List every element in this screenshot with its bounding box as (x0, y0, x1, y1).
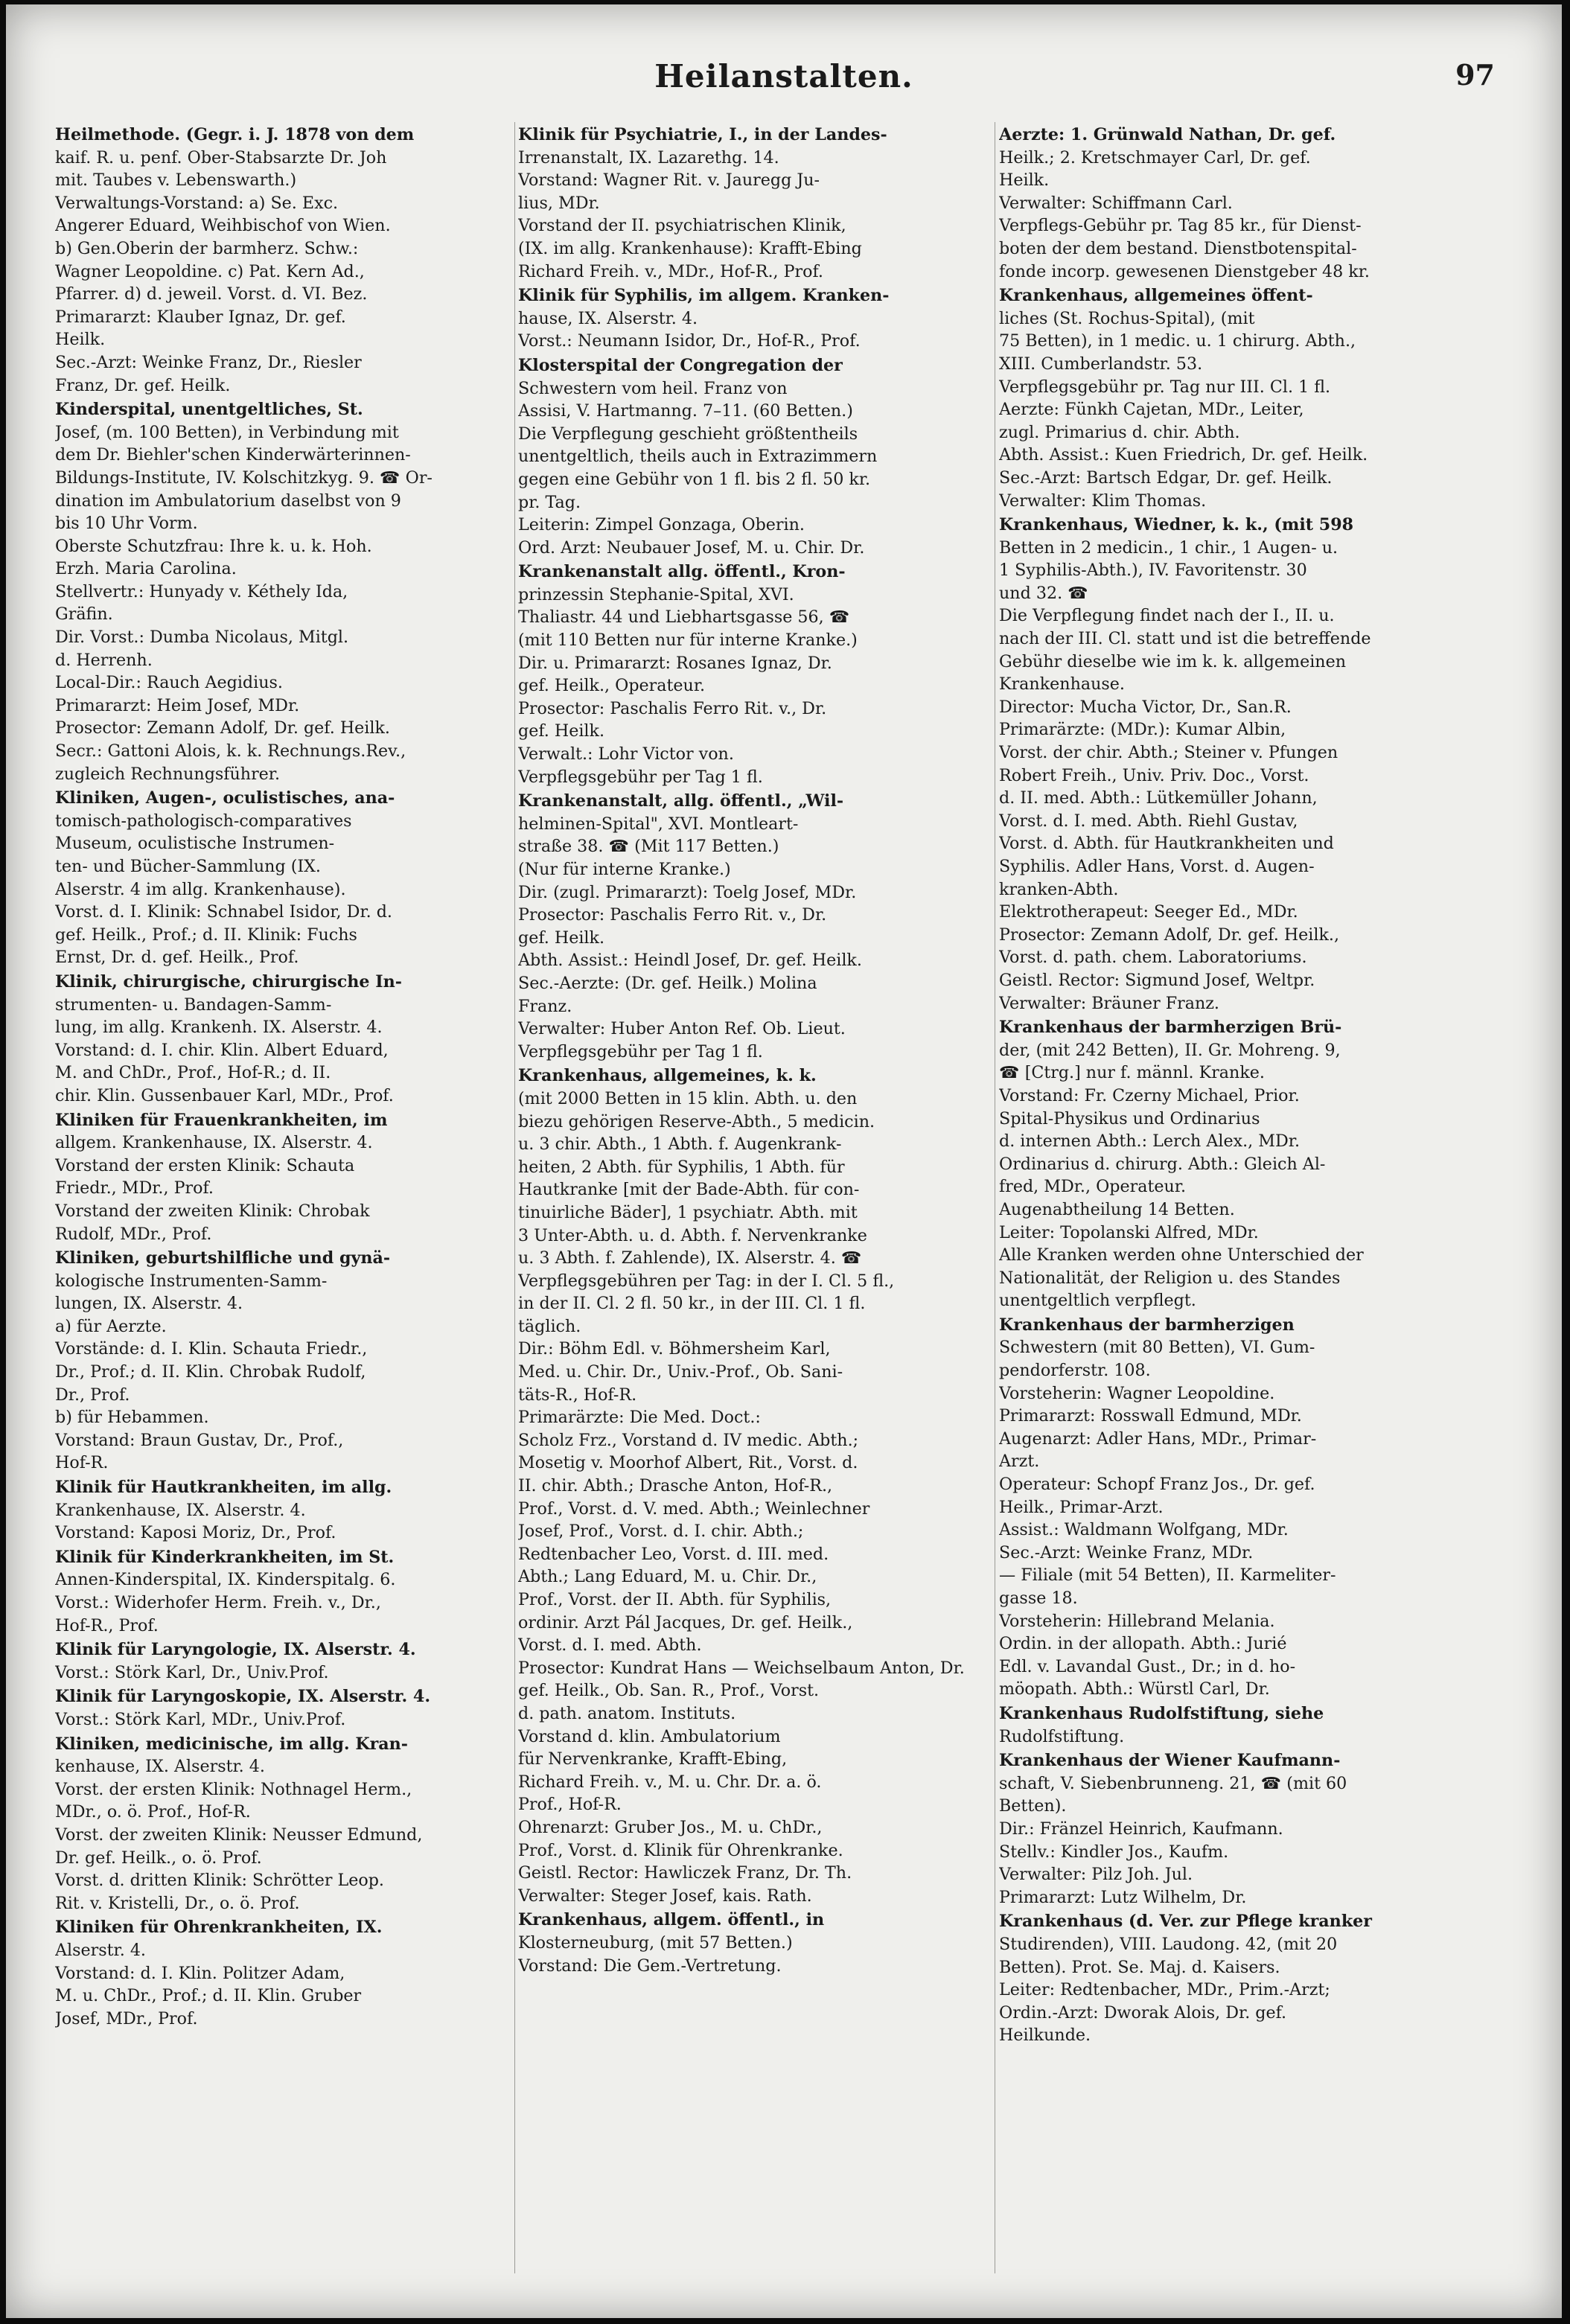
entry-text-line: d. path. anatom. Instituts. (518, 1703, 736, 1723)
entry-text-line: Director: Mucha Victor, Dr., San.R. (999, 697, 1292, 717)
entry-text-line: Stellvertr.: Hunyady v. Kéthely Ida, (55, 581, 348, 601)
entry-text-line: tomisch-pathologisch-comparatives (55, 811, 352, 831)
entry-text-line: Betten in 2 medicin., 1 chir., 1 Augen- u. (999, 537, 1338, 558)
directory-entry (518, 284, 990, 353)
entry-text-line: Vorst. d. I. med. Abth. Riehl Gustav, (999, 811, 1298, 831)
entry-text-line: Stellv.: Kindler Jos., Kaufm. (999, 1842, 1229, 1862)
directory-entry (55, 971, 512, 1108)
entry-text-line: Hof-R. (55, 1453, 109, 1473)
entry-text-line: Assist.: Waldmann Wolfgang, MDr. (999, 1520, 1289, 1540)
entry-text-line: Prosector: Zemann Adolf, Dr. gef. Heilk. (55, 718, 390, 738)
entry-text-line: Rudolfstiftung. (999, 1726, 1125, 1746)
entry-text-line: Dir.: Böhm Edl. v. Böhmersheim Karl, (518, 1339, 831, 1359)
entry-text-line: Alserstr. 4 im allg. Krankenhause). (55, 879, 346, 899)
entry-text-line: Syphilis. Adler Hans, Vorst. d. Augen- (999, 857, 1315, 876)
entry-text-line: Abth. Assist.: Kuen Friedrich, Dr. gef. Heilk. (999, 445, 1368, 465)
entry-text-line: kologische Instrumenten-Samm- (55, 1271, 328, 1291)
entry-text-line: Vorstand: d. I. Klin. Politzer Adam, (55, 1963, 345, 1983)
entry-text-line: Elektrotherapeut: Seeger Ed., MDr. (999, 902, 1298, 922)
entry-text-line: Verwalter: Pilz Joh. Jul. (999, 1865, 1193, 1885)
entry-text-line: ☎ [Ctrg.] nur f. männl. Kranke. (999, 1063, 1265, 1083)
entry-text-line: Geistl. Rector: Hawliczek Franz, Dr. Th. (518, 1863, 852, 1883)
entry-text-line: mit. Taubes v. Lebenswarth.) (55, 170, 297, 191)
entry-heading-line: Krankenhaus Rudolfstiftung, siehe (999, 1703, 1324, 1723)
entry-text-line: Dir.: Fränzel Heinrich, Kaufmann. (999, 1819, 1283, 1839)
entry-heading-line: Krankenanstalt allg. öffentl., Kron- (518, 562, 846, 582)
entry-text-line: d. II. med. Abth.: Lütkemüller Johann, (999, 788, 1318, 808)
entry-text-line: Pfarrer. d) d. jeweil. Vorst. d. VI. Bez. (55, 284, 368, 304)
entry-text-line: pr. Tag. (518, 492, 581, 512)
entry-heading-line: Kliniken, Augen-, oculistisches, ana- (55, 788, 395, 808)
text-column-1 (55, 124, 512, 2288)
entry-text-line: strumenten- u. Bandagen-Samm- (55, 995, 332, 1015)
entry-text-line: Sec.-Arzt: Weinke Franz, Dr., Riesler (55, 352, 362, 372)
entry-text-line: Vorsteherin: Wagner Leopoldine. (999, 1383, 1275, 1403)
entry-text-line: lius, MDr. (518, 193, 600, 213)
entry-heading-line: Krankenhaus, allgemeines, k. k. (518, 1066, 817, 1086)
entry-text-line: Irrenanstalt, IX. Lazarethg. 14. (518, 147, 779, 167)
entry-heading-line: Kliniken, geburtshilfliche und gynä- (55, 1248, 391, 1268)
entry-text-line: für Nervenkranke, Krafft-Ebing, (518, 1749, 788, 1769)
entry-text-line: Verwalter: Bräuner Franz. (999, 993, 1219, 1013)
entry-text-line: Verwalter: Klim Thomas. (999, 491, 1207, 511)
entry-text-line: Prosector: Kundrat Hans — Weichselbaum Anton, Dr. (518, 1658, 965, 1678)
entry-text-line: u. 3 Abth. f. Zahlende), IX. Alserstr. 4. ☎ (518, 1248, 862, 1268)
entry-text-line: (IX. im allg. Krankenhause): Krafft-Ebing (518, 238, 862, 258)
entry-text-line: Annen-Kinderspital, IX. Kinderspitalg. 6. (55, 1570, 396, 1590)
entry-text-line: Ernst, Dr. d. gef. Heilk., Prof. (55, 948, 299, 968)
entry-text-line: Primarärzte: Die Med. Doct.: (518, 1408, 761, 1428)
entry-text-line: Richard Freih. v., MDr., Hof-R., Prof. (518, 261, 823, 281)
entry-text-line: Vorst.: Störk Karl, Dr., Univ.Prof. (55, 1662, 329, 1682)
entry-text-line: helminen-Spital", XVI. Montleart- (518, 814, 799, 834)
entry-text-line: M. u. ChDr., Prof.; d. II. Klin. Gruber (55, 1986, 362, 2006)
entry-text-line: Vorst. der ersten Klinik: Nothnagel Herm., (55, 1779, 412, 1799)
directory-entry (999, 1910, 1471, 2047)
entry-text-line: Verwaltungs-Vorstand: a) Se. Exc. (55, 193, 339, 213)
entry-text-line: 3 Unter-Abth. u. d. Abth. f. Nervenkranke (518, 1225, 867, 1245)
entry-text-line: gef. Heilk. (518, 721, 605, 741)
entry-text-line: Verpflegsgebühren per Tag: in der I. Cl. 5 fl., (518, 1271, 895, 1291)
entry-text-line: möopath. Abth.: Würstl Carl, Dr. (999, 1679, 1270, 1699)
directory-entry (518, 354, 990, 559)
entry-text-line: biezu gehörigen Reserve-Abth., 5 medicin. (518, 1111, 875, 1131)
entry-text-line: Vorstand der zweiten Klinik: Chrobak (55, 1201, 370, 1221)
entry-text-line: fonde incorp. gewesenen Dienstgeber 48 kr. (999, 261, 1370, 281)
directory-entry (55, 1247, 512, 1475)
entry-text-line: zugl. Primarius d. chir. Abth. (999, 422, 1240, 442)
entry-text-line: Heilkunde. (999, 2025, 1091, 2046)
entry-text-line: Heilk., Primar-Arzt. (999, 1497, 1164, 1517)
entry-text-line: Geistl. Rector: Sigmund Josef, Weltpr. (999, 970, 1315, 990)
entry-text-line: Vorst. der chir. Abth.; Steiner v. Pfungen (999, 743, 1338, 763)
directory-entry (518, 1909, 990, 1977)
entry-text-line: fred, MDr., Operateur. (999, 1177, 1187, 1197)
running-title: Heilanstalten. (654, 58, 913, 95)
entry-text-line: Local-Dir.: Rauch Aegidius. (55, 673, 283, 693)
entry-text-line: Rit. v. Kristelli, Dr., o. ö. Prof. (55, 1893, 300, 1913)
entry-text-line: tinuirliche Bäder], 1 psychiatr. Abth. mit (518, 1202, 858, 1222)
entry-heading-line: Krankenhaus der Wiener Kaufmann- (999, 1751, 1341, 1771)
entry-text-line: Vorstand d. klin. Ambulatorium (518, 1726, 781, 1746)
entry-text-line: Bildungs-Institute, IV. Kolschitzkyg. 9. ☎ Or- (55, 467, 433, 488)
entry-text-line: — Filiale (mit 54 Betten), II. Karmeliter- (999, 1565, 1336, 1586)
entry-text-line: Aerzte: Fünkh Cajetan, MDr., Leiter, (999, 400, 1304, 420)
entry-text-line: Verpflegsgebühr pr. Tag nur III. Cl. 1 fl. (999, 377, 1331, 397)
entry-text-line: 75 Betten), in 1 medic. u. 1 chirurg. Abth., (999, 331, 1356, 351)
entry-text-line: zugleich Rechnungsführer. (55, 764, 281, 784)
entry-text-line: Vorstände: d. I. Klin. Schauta Friedr., (55, 1339, 368, 1359)
entry-text-line: M. and ChDr., Prof., Hof-R.; d. II. (55, 1063, 331, 1083)
directory-entry (999, 284, 1471, 512)
book-page (6, 4, 1562, 2318)
entry-heading-line: Kliniken für Frauenkrankheiten, im (55, 1110, 388, 1130)
entry-text-line: Verpflegsgebühr per Tag 1 fl. (518, 767, 763, 787)
directory-entry (55, 1638, 512, 1684)
entry-text-line: Dr. gef. Heilk., o. ö. Prof. (55, 1848, 262, 1868)
entry-heading-line: Klinik für Psychiatrie, I., in der Landes- (518, 125, 887, 144)
entry-text-line: prinzessin Stephanie-Spital, XVI. (518, 584, 794, 604)
entry-text-line: (Nur für interne Kranke.) (518, 860, 731, 879)
directory-entry (518, 1064, 990, 1907)
entry-text-line: Krankenhause. (999, 674, 1125, 695)
entry-text-line: Gräfin. (55, 604, 113, 625)
entry-text-line: Primararzt: Klauber Ignaz, Dr. gef. (55, 307, 346, 327)
entry-text-line: heiten, 2 Abth. für Syphilis, 1 Abth. für (518, 1157, 845, 1177)
entry-text-line: Vorst. d. Abth. für Hautkrankheiten und (999, 834, 1334, 854)
entry-heading-line: Krankenanstalt, allg. öffentl., „Wil- (518, 791, 844, 811)
directory-entry (55, 1916, 512, 2030)
entry-text-line: Hautkranke [mit der Bade-Abth. für con- (518, 1180, 860, 1200)
entry-text-line: Ord. Arzt: Neubauer Josef, M. u. Chir. Dr. (518, 537, 865, 558)
entry-text-line: Operateur: Schopf Franz Jos., Dr. gef. (999, 1475, 1315, 1495)
directory-entry (55, 1685, 512, 1731)
entry-text-line: Redtenbacher Leo, Vorst. d. III. med. (518, 1544, 829, 1564)
entry-text-line: Franz. (518, 996, 572, 1016)
entry-text-line: Josef, MDr., Prof. (55, 2008, 198, 2028)
entry-text-line: (mit 2000 Betten in 15 klin. Abth. u. den (518, 1088, 858, 1108)
entry-text-line: unentgeltlich, theils auch in Extrazimmern (518, 447, 878, 467)
entry-text-line: lungen, IX. Alserstr. 4. (55, 1294, 243, 1314)
entry-text-line: Alle Kranken werden ohne Unterschied der (999, 1245, 1364, 1265)
entry-text-line: gasse 18. (999, 1589, 1078, 1608)
text-column-3 (999, 124, 1471, 2288)
entry-heading-line: Klinik für Laryngoskopie, IX. Alserstr. 4. (55, 1687, 431, 1707)
entry-text-line: Richard Freih. v., M. u. Chr. Dr. a. ö. (518, 1772, 822, 1792)
entry-text-line: chir. Klin. Gussenbauer Karl, MDr., Prof. (55, 1085, 394, 1105)
entry-text-line: gef. Heilk., Prof.; d. II. Klinik: Fuchs (55, 925, 357, 945)
entry-text-line: Sec.-Arzt: Weinke Franz, MDr. (999, 1542, 1254, 1562)
directory-entry (999, 124, 1471, 283)
entry-text-line: bis 10 Uhr Vorm. (55, 514, 198, 534)
entry-text-line: Prof., Vorst. d. Klinik für Ohrenkranke. (518, 1840, 843, 1860)
entry-heading-line: Kliniken für Ohrenkrankheiten, IX. (55, 1918, 383, 1938)
entry-text-line: Friedr., MDr., Prof. (55, 1178, 214, 1198)
entry-text-line: XIII. Cumberlandstr. 53. (999, 354, 1203, 374)
entry-text-line: Vorstand: Braun Gustav, Dr., Prof., (55, 1430, 344, 1450)
entry-text-line: Krankenhause, IX. Alserstr. 4. (55, 1500, 306, 1520)
entry-text-line: boten der dem bestand. Dienstbotenspital- (999, 238, 1357, 258)
entry-text-line: Vorstand: Die Gem.-Vertretung. (518, 1956, 782, 1976)
entry-text-line: b) für Hebammen. (55, 1408, 209, 1428)
entry-text-line: Primararzt: Heim Josef, MDr. (55, 695, 300, 715)
entry-text-line: Dr., Prof. (55, 1385, 130, 1405)
entry-text-line: Wagner Leopoldine. c) Pat. Kern Ad., (55, 261, 365, 281)
entry-text-line: Dr., Prof.; d. II. Klin. Chrobak Rudolf, (55, 1362, 366, 1382)
column-divider (514, 122, 515, 2273)
entry-text-line: Sec.-Arzt: Bartsch Edgar, Dr. gef. Heilk. (999, 467, 1333, 488)
directory-entry (55, 1733, 512, 1915)
entry-text-line: Arzt. (999, 1452, 1040, 1472)
entry-text-line: Schwestern vom heil. Franz von (518, 378, 788, 398)
entry-text-line: Assisi, V. Hartmanng. 7–11. (60 Betten.) (518, 401, 853, 421)
entry-text-line: Vorstand: Fr. Czerny Michael, Prior. (999, 1085, 1300, 1105)
entry-text-line: lung, im allg. Krankenh. IX. Alserstr. 4. (55, 1018, 383, 1038)
entry-heading-line: Klinik für Hautkrankheiten, im allg. (55, 1478, 392, 1498)
entry-text-line: Vorstand: Kaposi Moriz, Dr., Prof. (55, 1523, 336, 1543)
page-header (6, 58, 1562, 110)
entry-text-line: Angerer Eduard, Weihbischof von Wien. (55, 216, 391, 236)
entry-heading-line: Krankenhaus der barmherzigen Brü- (999, 1018, 1342, 1038)
entry-text-line: Abth.; Lang Eduard, M. u. Chir. Dr., (518, 1567, 817, 1587)
entry-text-line: Klosterneuburg, (mit 57 Betten.) (518, 1932, 793, 1953)
entry-heading-line: Krankenhaus (d. Ver. zur Pflege kranker (999, 1912, 1372, 1932)
entry-text-line: Vorst.: Widerhofer Herm. Freih. v., Dr., (55, 1593, 381, 1612)
entry-heading-line: Klinik für Kinderkrankheiten, im St. (55, 1547, 395, 1567)
entry-text-line: und 32. ☎ (999, 583, 1088, 603)
directory-entry (518, 124, 990, 283)
entry-text-line: Prof., Hof-R. (518, 1795, 622, 1815)
entry-text-line: Verwalter: Schiffmann Carl. (999, 193, 1233, 213)
entry-text-line: Spital-Physikus und Ordinarius (999, 1108, 1260, 1129)
entry-text-line: Prosector: Paschalis Ferro Rit. v., Dr. (518, 905, 827, 925)
entry-text-line: kenhause, IX. Alserstr. 4. (55, 1757, 265, 1777)
entry-text-line: unentgeltlich verpflegt. (999, 1291, 1196, 1311)
entry-text-line: kranken-Abth. (999, 879, 1119, 899)
directory-entry (55, 1476, 512, 1545)
directory-entry (999, 1314, 1471, 1701)
entry-text-line: Leiter: Redtenbacher, MDr., Prim.-Arzt; (999, 1980, 1330, 2000)
entry-text-line: der, (mit 242 Betten), II. Gr. Mohreng. 9, (999, 1040, 1341, 1060)
entry-text-line: Ordin. in der allopath. Abth.: Jurié (999, 1634, 1287, 1654)
entry-text-line: dination im Ambulatorium daselbst von 9 (55, 491, 401, 511)
entry-heading-line: Heilmethode. (Gegr. i. J. 1878 von dem (55, 125, 415, 144)
entry-text-line: täts-R., Hof-R. (518, 1385, 637, 1405)
entry-heading-line: Krankenhaus der barmherzigen (999, 1315, 1295, 1335)
directory-entry (55, 787, 512, 969)
entry-text-line: Vorst. d. path. chem. Laboratoriums. (999, 948, 1307, 968)
entry-text-line: II. chir. Abth.; Drasche Anton, Hof-R., (518, 1476, 833, 1496)
entry-heading-line: Krankenhaus, allgem. öffentl., in (518, 1910, 825, 1930)
entry-text-line: Verwalter: Steger Josef, kais. Rath. (518, 1886, 812, 1906)
entry-heading-line: Klinik für Laryngologie, IX. Alserstr. 4. (55, 1640, 416, 1660)
entry-text-line: hause, IX. Alserstr. 4. (518, 308, 698, 328)
entry-text-line: Scholz Frz., Vorstand d. IV medic. Abth.; (518, 1430, 859, 1450)
entry-text-line: Prof., Vorst. der II. Abth. für Syphilis, (518, 1590, 832, 1609)
entry-text-line: Rudolf, MDr., Prof. (55, 1224, 212, 1244)
entry-text-line: Secr.: Gattoni Alois, k. k. Rechnungs.Rev., (55, 741, 406, 762)
entry-heading-line: Kinderspital, unentgeltliches, St. (55, 400, 363, 420)
entry-text-line: Vorstand: d. I. chir. Klin. Albert Eduard, (55, 1040, 389, 1060)
entry-text-line: Ohrenarzt: Gruber Jos., M. u. ChDr., (518, 1817, 823, 1837)
entry-text-line: Vorsteherin: Hillebrand Melania. (999, 1611, 1275, 1631)
entry-text-line: Robert Freih., Univ. Priv. Doc., Vorst. (999, 765, 1309, 785)
entry-text-line: Verpflegsgebühr per Tag 1 fl. (518, 1041, 763, 1062)
entry-text-line: Heilk. (999, 170, 1050, 191)
entry-text-line: Hof-R., Prof. (55, 1615, 159, 1635)
directory-entry (55, 398, 512, 785)
entry-text-line: Erzh. Maria Carolina. (55, 559, 237, 579)
entry-text-line: Dir. Vorst.: Dumba Nicolaus, Mitgl. (55, 628, 349, 648)
entry-heading-line: Klinik, chirurgische, chirurgische In- (55, 971, 402, 992)
entry-text-line: Vorst. d. I. Klinik: Schnabel Isidor, Dr. d. (55, 902, 392, 922)
entry-heading-line: Klosterspital der Congregation der (518, 355, 843, 375)
entry-text-line: 1 Syphilis-Abth.), IV. Favoritenstr. 30 (999, 561, 1307, 581)
entry-text-line: gegen eine Gebühr von 1 fl. bis 2 fl. 50 kr. (518, 469, 871, 489)
entry-text-line: Vorst.: Störk Karl, MDr., Univ.Prof. (55, 1709, 346, 1729)
entry-text-line: Leiterin: Zimpel Gonzaga, Oberin. (518, 515, 805, 535)
entry-text-line: Abth. Assist.: Heindl Josef, Dr. gef. Heilk. (518, 951, 862, 971)
entry-text-line: Vorst.: Neumann Isidor, Dr., Hof-R., Prof. (518, 331, 861, 351)
directory-entry (999, 1016, 1471, 1312)
entry-heading-line: Krankenhaus, allgemeines öffent- (999, 286, 1313, 306)
entry-text-line: Franz, Dr. gef. Heilk. (55, 375, 231, 395)
entry-text-line: kaif. R. u. penf. Ober-Stabsarzte Dr. Joh (55, 147, 387, 167)
entry-text-line: ten- und Bücher-Sammlung (IX. (55, 857, 321, 876)
entry-text-line: Vorstand der ersten Klinik: Schauta (55, 1155, 355, 1175)
entry-text-line: liches (St. Rochus-Spital), (mit (999, 308, 1255, 328)
entry-text-line: b) Gen.Oberin der barmherz. Schw.: (55, 238, 359, 258)
entry-text-line: Ordin.-Arzt: Dworak Alois, Dr. gef. (999, 2002, 1287, 2023)
entry-text-line: Primarärzte: (MDr.): Kumar Albin, (999, 720, 1286, 740)
entry-text-line: Die Verpflegung findet nach der I., II. u. (999, 606, 1335, 626)
directory-entry (55, 1109, 512, 1246)
entry-text-line: schaft, V. Siebenbrunneng. 21, ☎ (mit 60 (999, 1773, 1347, 1793)
entry-text-line: pendorferstr. 108. (999, 1361, 1151, 1381)
entry-text-line: Edl. v. Lavandal Gust., Dr.; in d. ho- (999, 1656, 1296, 1676)
entry-text-line: Alserstr. 4. (55, 1940, 146, 1960)
entry-text-line: (mit 110 Betten nur für interne Kranke.) (518, 631, 858, 651)
entry-text-line: Vorstand: Wagner Rit. v. Jauregg Ju- (518, 170, 820, 191)
entry-text-line: a) für Aerzte. (55, 1316, 167, 1336)
entry-text-line: Med. u. Chir. Dr., Univ.-Prof., Ob. Sani- (518, 1362, 843, 1382)
entry-text-line: Vorst. der zweiten Klinik: Neusser Edmund, (55, 1825, 423, 1845)
entry-text-line: Verwalter: Huber Anton Ref. Ob. Lieut. (518, 1019, 846, 1039)
entry-text-line: Verwalt.: Lohr Victor von. (518, 744, 734, 764)
entry-text-line: ordinir. Arzt Pál Jacques, Dr. gef. Heilk., (518, 1612, 853, 1632)
entry-text-line: Augenabtheilung 14 Betten. (999, 1199, 1235, 1219)
entry-text-line: Gebühr dieselbe wie im k. k. allgemeinen (999, 651, 1347, 671)
entry-text-line: Josef, (m. 100 Betten), in Verbindung mit (55, 422, 399, 442)
entry-text-line: allgem. Krankenhause, IX. Alserstr. 4. (55, 1133, 373, 1153)
entry-text-line: nach der III. Cl. statt und ist die betreffende (999, 629, 1371, 649)
directory-entry (518, 790, 990, 1063)
entry-text-line: Primararzt: Lutz Wilhelm, Dr. (999, 1887, 1247, 1907)
entry-text-line: d. internen Abth.: Lerch Alex., MDr. (999, 1131, 1301, 1152)
entry-text-line: Josef, Prof., Vorst. d. I. chir. Abth.; (518, 1522, 804, 1542)
entry-text-line: in der II. Cl. 2 fl. 50 kr., in der III. Cl. 1 fl. (518, 1294, 866, 1314)
entry-text-line: Prosector: Zemann Adolf, Dr. gef. Heilk., (999, 925, 1340, 945)
entry-heading-line: Krankenhaus, Wiedner, k. k., (mit 598 (999, 515, 1354, 535)
entry-text-line: Mosetig v. Moorhof Albert, Rit., Vorst. d. (518, 1453, 858, 1473)
entry-text-line: Vorst. d. I. med. Abth. (518, 1635, 702, 1656)
directory-entry (55, 1546, 512, 1637)
directory-entry (999, 1702, 1471, 1748)
entry-heading-line: Kliniken, medicinische, im allg. Kran- (55, 1734, 409, 1754)
directory-entry (999, 514, 1471, 1015)
entry-text-line: Augenarzt: Adler Hans, MDr., Primar- (999, 1428, 1317, 1449)
entry-text-line: gef. Heilk., Ob. San. R., Prof., Vorst. (518, 1681, 820, 1701)
entry-text-line: gef. Heilk., Operateur. (518, 676, 706, 696)
directory-entry (55, 124, 512, 397)
entry-text-line: MDr., o. ö. Prof., Hof-R. (55, 1802, 251, 1822)
entry-text-line: Thaliastr. 44 und Liebhartsgasse 56, ☎ (518, 607, 850, 628)
page-number: 97 (1455, 58, 1495, 92)
entry-text-line: Vorst. d. dritten Klinik: Schrötter Leop. (55, 1871, 384, 1891)
entry-text-line: Vorstand der II. psychiatrischen Klinik, (518, 216, 846, 236)
entry-text-line: Prosector: Paschalis Ferro Rit. v., Dr. (518, 698, 827, 718)
text-column-2 (518, 124, 990, 2288)
entry-text-line: straße 38. ☎ (Mit 117 Betten.) (518, 837, 779, 857)
entry-text-line: Oberste Schutzfrau: Ihre k. u. k. Hoh. (55, 536, 372, 556)
entry-text-line: Studirenden), VIII. Laudong. 42, (mit 20 (999, 1934, 1338, 1954)
entry-text-line: gef. Heilk. (518, 928, 605, 948)
entry-text-line: d. Herrenh. (55, 650, 153, 670)
entry-text-line: u. 3 chir. Abth., 1 Abth. f. Augenkrank- (518, 1134, 842, 1155)
entry-text-line: Sec.-Aerzte: (Dr. gef. Heilk.) Molina (518, 973, 817, 993)
entry-text-line: Betten). Prot. Se. Maj. d. Kaisers. (999, 1957, 1280, 1977)
entry-text-line: Prof., Vorst. d. V. med. Abth.; Weinlechner (518, 1498, 870, 1519)
entry-text-line: Primararzt: Rosswall Edmund, MDr. (999, 1406, 1302, 1426)
entry-text-line: Schwestern (mit 80 Betten), VI. Gum- (999, 1338, 1315, 1358)
directory-entry (518, 561, 990, 788)
entry-text-line: Heilk.; 2. Kretschmayer Carl, Dr. gef. (999, 147, 1311, 167)
entry-text-line: dem Dr. Biehler'schen Kinderwärterinnen- (55, 445, 411, 465)
entry-text-line: Museum, oculistische Instrumen- (55, 834, 335, 854)
entry-text-line: Ordinarius d. chirurg. Abth.: Gleich Al- (999, 1154, 1326, 1174)
directory-entry (999, 1749, 1471, 1909)
entry-text-line: Betten). (999, 1796, 1067, 1816)
entry-text-line: Verpflegs-Gebühr pr. Tag 85 kr., für Dienst- (999, 216, 1362, 236)
entry-text-line: Dir. (zugl. Primararzt): Toelg Josef, MDr. (518, 882, 857, 902)
entry-text-line: Nationalität, der Religion u. des Standes (999, 1268, 1341, 1288)
entry-text-line: Die Verpflegung geschieht größtentheils (518, 424, 858, 444)
entry-heading-line: Aerzte: 1. Grünwald Nathan, Dr. gef. (999, 125, 1336, 144)
entry-text-line: täglich. (518, 1316, 581, 1336)
entry-text-line: Heilk. (55, 330, 106, 350)
entry-heading-line: Klinik für Syphilis, im allgem. Kranken- (518, 286, 890, 306)
entry-text-line: Leiter: Topolanski Alfred, MDr. (999, 1222, 1259, 1242)
entry-text-line: Dir. u. Primararzt: Rosanes Ignaz, Dr. (518, 653, 832, 673)
